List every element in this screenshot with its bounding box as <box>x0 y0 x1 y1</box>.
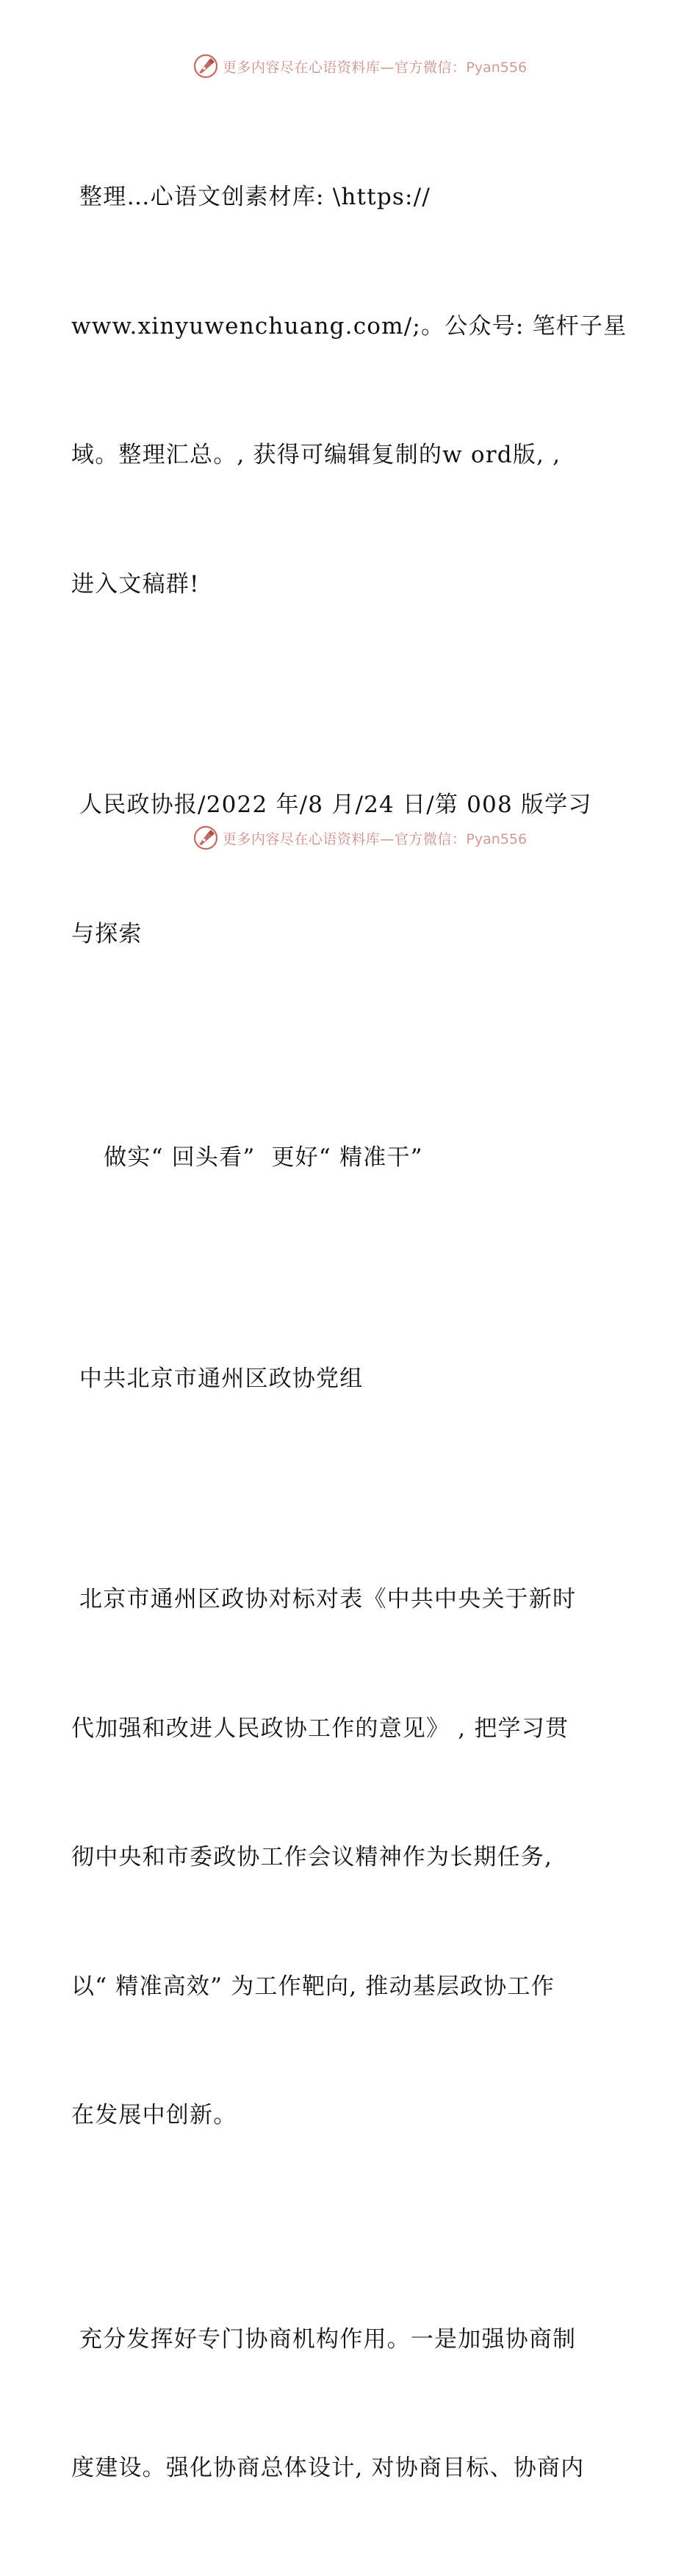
watermark-text <box>223 828 527 848</box>
source-paragraph <box>71 697 630 1041</box>
watermark-wechat-id: Pyan556 <box>466 59 528 76</box>
body-paragraph-2 <box>71 2232 630 2576</box>
body-line: 充分发挥好专门协商机构作用。一是加强协商制 <box>71 2325 577 2353</box>
watermark-caption: 更多内容尽在心语资料库—官方微信： <box>222 830 467 847</box>
source-line: 人民政协报/2022 年/8 月/24 日/第 008 版学习 <box>71 792 592 818</box>
intro-line: www.xinyuwenchuang.com/;。公众号: 笔杆子星 <box>71 312 627 340</box>
watermark-text <box>223 57 527 76</box>
article-author <box>71 1271 630 1487</box>
source-line: 与探索 <box>71 920 143 947</box>
document-body <box>71 90 630 2576</box>
watermark-wechat-id: Pyan556 <box>466 830 528 847</box>
body-line: 代加强和改进人民政协工作的意见》 , 把学习贯 <box>71 1715 569 1742</box>
watermark-group <box>193 825 527 850</box>
body-line: 以“ 精准高效” 为工作靶向, 推动基层政协工作 <box>71 1973 555 2000</box>
body-line: 北京市通州区政协对标对表《中共中央关于新时 <box>71 1586 577 1612</box>
body-line: 度建设。强化协商总体设计, 对协商目标、协商内 <box>71 2455 585 2481</box>
pen-nib-logo-icon <box>193 54 218 79</box>
watermark-banner-bottom <box>0 823 698 853</box>
intro-paragraph <box>71 90 630 692</box>
watermark-group <box>193 54 527 79</box>
intro-line: 整理…心语文创素材库: \https:// <box>71 184 431 210</box>
intro-line: 进入文稿群! <box>71 570 200 598</box>
article-title-text: 做实“ 回头看” 更好“ 精准干” <box>71 1144 423 1171</box>
article-author-text: 中共北京市通州区政协党组 <box>71 1365 364 1392</box>
pen-nib-logo-icon <box>193 825 218 850</box>
watermark-caption: 更多内容尽在心语资料库—官方微信： <box>222 59 467 76</box>
intro-line: 域。整理汇总。, 获得可编辑复制的w ord版, , <box>71 442 561 468</box>
body-paragraph-1 <box>71 1492 630 2223</box>
watermark-banner-top <box>0 51 698 81</box>
body-line: 在发展中创新。 <box>71 2102 237 2128</box>
article-title <box>71 1050 630 1266</box>
body-line: 彻中央和市委政协工作会议精神作为长期任务, <box>71 1844 553 1870</box>
